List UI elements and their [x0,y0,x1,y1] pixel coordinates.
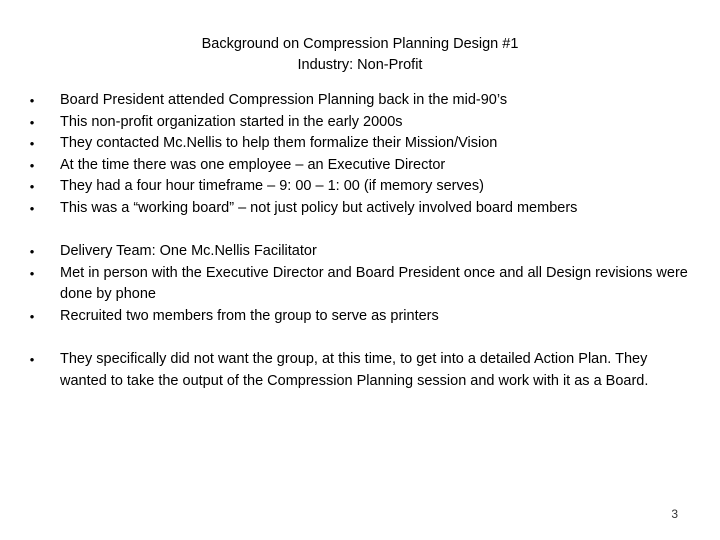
bullet-item [26,198,696,220]
bullet-item [26,176,696,198]
bullet-dot-icon: • [29,265,35,281]
title-line-2: Industry: Non-Profit [297,57,423,73]
bullet-group-delivery [26,241,696,327]
bullet-dot-icon: • [29,179,35,195]
bullet-item [26,263,696,306]
bullet-dot-icon: • [29,352,35,367]
page-number: 3 [671,507,678,521]
bullet-text: This was a “working board” – not just policy but actively involved board members [60,199,578,216]
bullet-item [26,155,696,177]
bullet-dot-icon: • [29,200,35,216]
title-line-1: Background on Compression Planning Design #1 [201,36,519,52]
bullet-dot-icon: • [29,157,35,173]
bullet-item [26,306,696,328]
bullet-text: Met in person with the Executive Director and Board President once and all Design revisions were done by phone [60,264,688,303]
bullet-text: They had a four hour timeframe – 9: 00 – 1: 00 (if memory serves) [60,178,484,195]
bullet-group-action-plan [26,349,696,392]
bullet-item [26,349,696,392]
bullet-item [26,133,696,155]
bullet-text: Board President attended Compression Planning back in the mid-90’s [60,92,508,108]
bullet-text: Recruited two members from the group to serve as printers [60,307,439,324]
bullet-text: At the time there was one employee – an Executive Director [60,156,446,173]
bullet-item [26,90,696,112]
bullet-item [26,241,696,263]
bullet-text: They contacted Mc.Nellis to help them formalize their Mission/Vision [60,135,498,152]
bullet-dot-icon: • [29,244,35,259]
bullet-text: Delivery Team: One Mc.Nellis Facilitator [60,243,317,259]
bullet-text: They specifically did not want the group, at this time, to get into a detailed Action Plan. They wanted to take the output of the Compression Planning session and work with it as a Board. [60,351,649,389]
slide-title [0,34,720,76]
bullet-text: This non-profit organization started in the early 2000s [60,113,403,130]
bullet-dot-icon: • [29,114,35,130]
bullet-dot-icon: • [29,136,35,152]
bullet-dot-icon: • [29,308,35,324]
bullet-dot-icon: • [29,93,35,108]
bullet-group-background [26,90,696,220]
bullet-item [26,112,696,134]
